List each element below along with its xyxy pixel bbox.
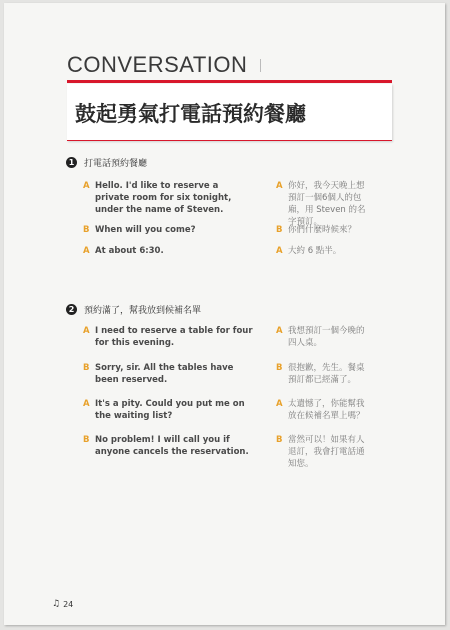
speaker-label: B [276,225,283,235]
page-footer [52,599,73,609]
english-line: It's a pity. Could you put me on the waiting list? [95,399,245,421]
title-box [67,84,392,141]
speaker-label: B [276,435,283,445]
chinese-line: 當然可以！如果有人退訂，我會打電話通知您。 [288,435,365,469]
chinese-line: 你們什麼時候來？ [288,225,357,235]
section-heading-2 [66,303,201,316]
english-line: At about 6:30. [95,246,164,256]
chinese-line: 大約 6 點半。 [288,246,342,256]
speaker-label: A [276,326,283,336]
speaker-label: A [83,326,90,336]
section-heading-text: 打電話預約餐廳 [84,159,148,169]
page-number: 24 [63,599,74,609]
speaker-label: A [276,181,283,191]
english-line: No problem! I will call you if anyone cancels the reservation. [95,435,249,457]
chinese-line: 很抱歉，先生。餐桌預訂都已經滿了。 [288,363,365,385]
book-page [4,3,445,625]
chinese-line: 太遺憾了，你能幫我放在候補名單上嗎？ [288,399,365,421]
speaker-label: B [83,363,90,373]
section-number-badge: 2 [66,304,77,315]
english-line: When will you come? [95,225,196,235]
speaker-label: A [83,246,90,256]
speaker-label: A [276,246,283,256]
section-label: CONVERSATION [67,52,248,77]
section-heading-1 [66,156,147,169]
speaker-label: B [83,435,90,445]
section-number-badge: 1 [66,157,77,168]
speaker-label: B [83,225,90,235]
chinese-line: 我想預訂一個今晚的四人桌。 [288,326,365,348]
red-rule [67,80,392,83]
speaker-label: B [276,363,283,373]
english-line: I need to reserve a table for four for this evening. [95,326,253,348]
speaker-label: A [83,399,90,409]
page-title: 鼓起勇氣打電話預約餐廳 [75,102,306,126]
header-divider [260,59,261,72]
section-heading-text: 預約滿了，幫我放到候補名單 [84,306,202,316]
speaker-label: A [83,181,90,191]
english-line: Hello. I'd like to reserve a private room for six tonight, under the name of Steven. [95,181,232,215]
speaker-label: A [276,399,283,409]
english-line: Sorry, sir. All the tables have been reserved. [95,363,234,385]
chinese-line: 你好，我今天晚上想預訂一個6個人的包廂，用 Steven 的名字預訂。 [288,181,366,227]
music-note-icon: ♫ [52,599,61,609]
